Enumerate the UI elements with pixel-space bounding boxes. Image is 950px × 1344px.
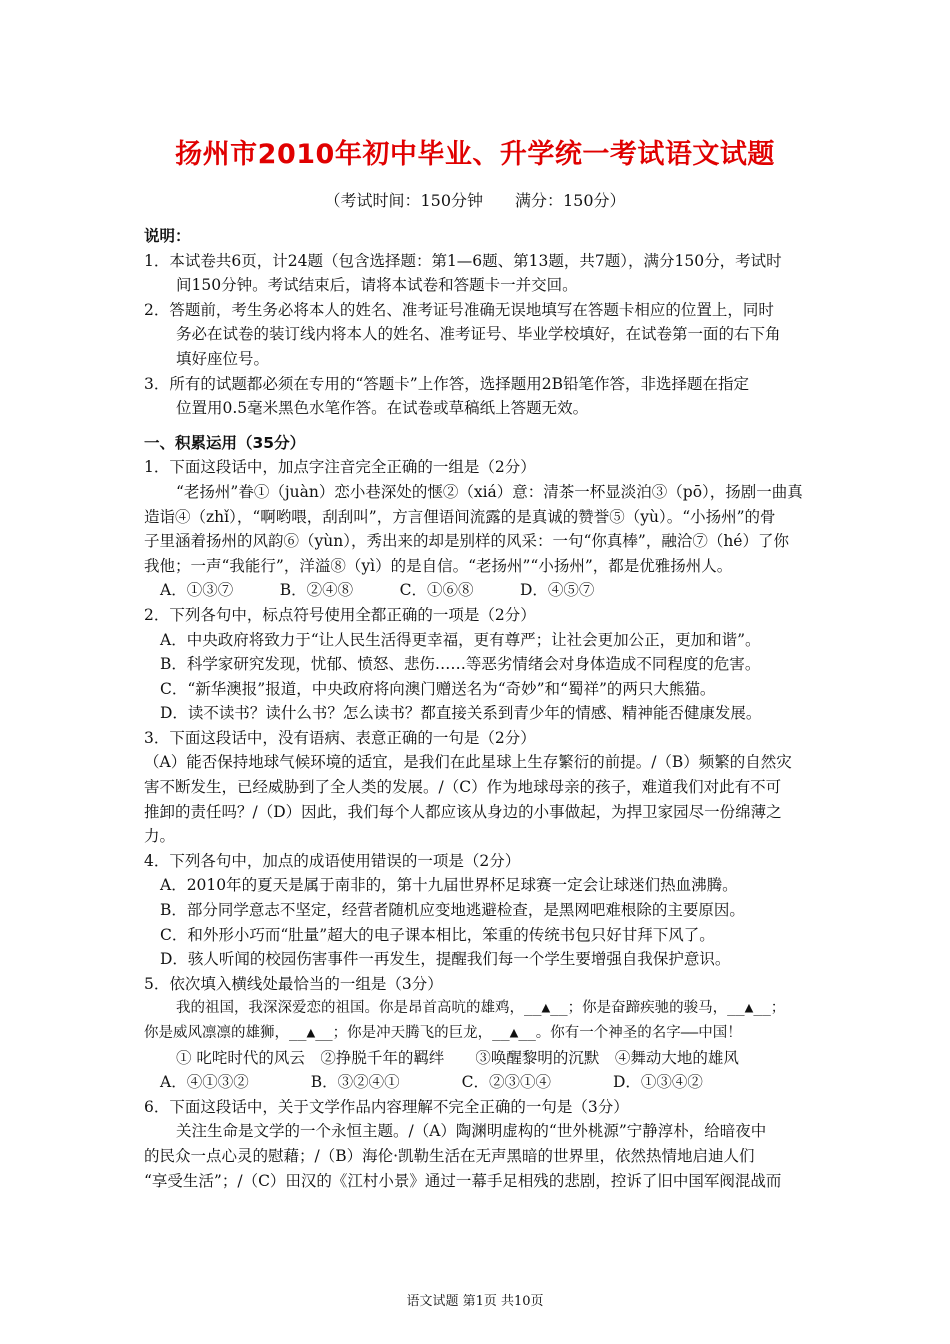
instructions-heading: 说明：: [144, 227, 191, 245]
instruction-line: 务必在试卷的装订线内将本人的姓名、准考证号、毕业学校填好，在试卷第一面的右下角: [176, 325, 781, 344]
passage-line: 的民众一点心灵的慰藉；/（B）海伦·凯勒生活在无声黑暗的世界里，依然热情地启迪人们: [144, 1146, 755, 1165]
option-line: A．中央政府将致力于“让人民生活得更幸福，更有尊严；让社会更加公正，更加和谐”。: [160, 630, 761, 649]
option-line: B．部分同学意志不坚定，经营者随机应变地逃避检查，是黑网吧难根除的主要原因。: [160, 901, 745, 920]
instruction-line: 位置用0.5毫米黑色水笔作答。在试卷或草稿纸上答题无效。: [176, 399, 589, 418]
passage-line: 推卸的责任吗？/（D）因此，我们每个人都应该从身边的小事做起，为捍卫家园尽一份绵薄之: [144, 802, 782, 821]
page-footer: 语文试题 第1页 共10页: [406, 1294, 544, 1309]
passage-line: 害不断发生，已经威胁到了全人类的发展。/（C）作为地球母亲的孩子，难道我们对此有不可: [144, 778, 782, 797]
passage-line: 力。: [144, 827, 176, 846]
option-line: B．科学家研究发现，忧郁、愤怒、悲伤……等恶劣情绪会对身体造成不同程度的危害。: [160, 655, 761, 674]
question-stem: 6．下面这段话中，关于文学作品内容理解不完全正确的一句是（3分）: [144, 1097, 629, 1116]
option-line: A．2010年的夏天是属于南非的，第十九届世界杯足球赛一定会让球迷们热血沸腾。: [160, 876, 738, 895]
option-line: C．和外形小巧而“肚量”超大的电子课本相比，笨重的传统书包只好甘拜下风了。: [160, 925, 715, 944]
instruction-line: 间150分钟。考试结束后，请将本试卷和答题卡一并交回。: [176, 276, 578, 295]
phrase-choices: ① 叱咤时代的风云 ②挣脱千年的羁绊 ③唤醒黎明的沉默 ④舞动大地的雄风: [176, 1048, 739, 1067]
question-stem: 4．下列各句中，加点的成语使用错误的一项是（2分）: [144, 851, 521, 870]
passage-line: 子里涵着扬州的风韵⑥（yùn），秀出来的却是别样的风采：一句“你真棒”，融洽⑦（hé）了你: [144, 532, 789, 551]
exam-body: [144, 224, 808, 1193]
poem-line: 我的祖国，我深深爱恋的祖国。你是昂首高吭的雄鸡，__▲__；你是奋蹄疾驰的骏马，__▲__；: [176, 1000, 786, 1017]
option-line: D．读不读书？读什么书？怎么读书？都直接关系到青少年的情感、精神能否健康发展。: [160, 704, 762, 723]
instruction-line: 填好座位号。: [176, 349, 270, 368]
answer-options: A．①③⑦ B．②④⑧ C．①⑥⑧ D．④⑤⑦: [160, 581, 595, 600]
question-stem: 5．依次填入横线处最恰当的一组是（3分）: [144, 974, 443, 993]
instruction-line: 3．所有的试题都必须在专用的“答题卡”上作答，选择题用2B铅笔作答，非选择题在指定: [144, 374, 749, 393]
passage-line: 造诣④（zhǐ），“啊哟喂，刮刮叫”，方言俚语间流露的是真诚的赞誉⑤（yù）。“小扬州”的骨: [144, 507, 776, 526]
question-stem: 2．下列各句中，标点符号使用全都正确的一项是（2分）: [144, 605, 536, 624]
passage-line: 我他；一声“我能行”，洋溢⑧（yì）的是自信。“老扬州”“小扬州”，都是优雅扬州人。: [144, 556, 733, 575]
section-heading: 一、积累运用（35分）: [144, 433, 306, 452]
passage-line: “老扬州”眷①（juàn）恋小巷深处的惬②（xiá）意：清茶一杯显淡泊③（pō），扬剧一曲真: [176, 482, 803, 501]
option-line: D．骇人听闻的校园伤害事件一再发生，提醒我们每一个学生要增强自我保护意识。: [160, 950, 731, 969]
instruction-line: 1．本试卷共6页，计24题（包含选择题：第1—6题、第13题，共7题），满分150分，考试时: [144, 251, 782, 270]
passage-line: “享受生活”；/（C）田汉的《江村小景》通过一幕手足相残的悲剧，控诉了旧中国军阀混战而: [144, 1171, 782, 1190]
passage-line: （A）能否保持地球气候环境的适宜，是我们在此星球上生存繁衍的前提。/（B）频繁的自然灾: [144, 753, 792, 772]
option-line: C．“新华澳报”报道，中央政府将向澳门赠送名为“奇妙”和“蜀祥”的两只大熊猫。: [160, 679, 716, 698]
passage-line: 关注生命是文学的一个永恒主题。/（A）陶渊明虚构的“世外桃源”宁静淳朴，给暗夜中: [176, 1122, 767, 1141]
exam-time-score: （考试时间：150分钟 满分：150分）: [324, 191, 626, 210]
page-title: 扬州市2010年初中毕业、升学统一考试语文试题: [175, 139, 775, 170]
answer-options: A．④①③② B．③②④① C．②③①④ D．①③④②: [160, 1073, 703, 1092]
question-stem: 1．下面这段话中，加点字注音完全正确的一组是（2分）: [144, 458, 536, 477]
poem-line: 你是威风凛凛的雄狮，__▲__；你是冲天腾飞的巨龙，__▲__。你有一个神圣的名字——中国！: [144, 1025, 742, 1041]
instruction-line: 2．答题前，考生务必将本人的姓名、准考证号准确无误地填写在答题卡相应的位置上，同时: [144, 300, 774, 319]
question-stem: 3．下面这段话中，没有语病、表意正确的一句是（2分）: [144, 728, 536, 747]
